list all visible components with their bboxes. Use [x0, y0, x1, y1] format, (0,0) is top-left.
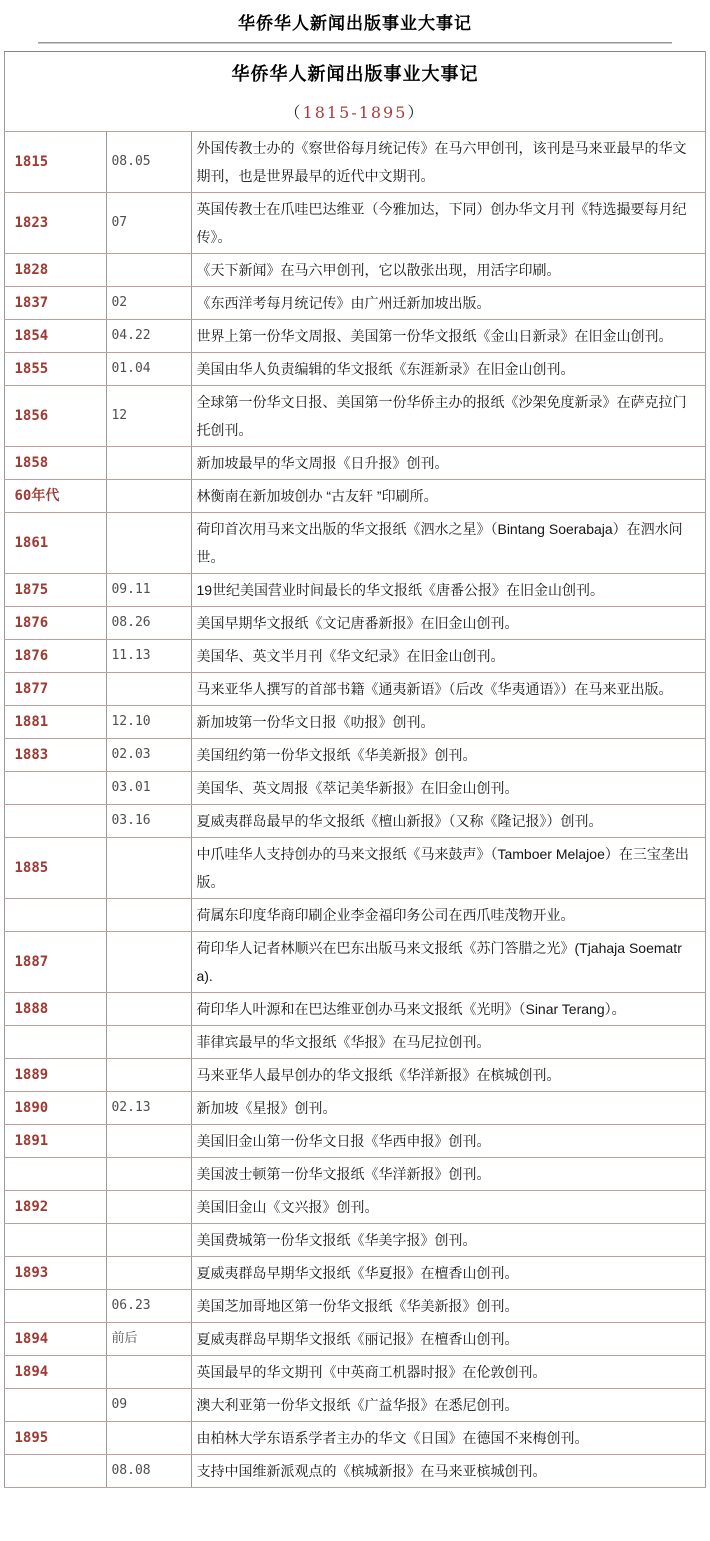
year-cell — [5, 1389, 107, 1422]
event-cell: 马来亚华人撰写的首部书籍《通夷新语》（后改《华夷通语》）在马来亚出版。 — [192, 673, 705, 706]
date-cell: 08.26 — [107, 607, 192, 640]
date-cell: 01.04 — [107, 353, 192, 386]
event-cell: 荷属东印度华商印刷企业李金福印务公司在西爪哇茂物开业。 — [192, 899, 705, 932]
year-cell: 1815 — [5, 132, 107, 193]
date-cell — [107, 673, 192, 706]
page-title: 华侨华人新闻出版事业大事记 — [238, 14, 472, 33]
table-row — [5, 993, 705, 1026]
table-row — [5, 739, 705, 772]
table-row — [5, 1257, 705, 1290]
event-cell: 菲律宾最早的华文报纸《华报》在马尼拉创刊。 — [192, 1026, 705, 1059]
table-row — [5, 1389, 705, 1422]
table-header-cell — [5, 52, 705, 132]
event-cell: 荷印首次用马来文出版的华文报纸《泗水之星》（Bintang Soerabaja）在泗水问世。 — [192, 513, 705, 574]
subtitle-paren-close: ） — [407, 103, 426, 122]
event-cell: 夏威夷群岛早期华文报纸《华夏报》在檀香山创刊。 — [192, 1257, 705, 1290]
event-cell: 美国芝加哥地区第一份华文报纸《华美新报》创刊。 — [192, 1290, 705, 1323]
year-cell: 1876 — [5, 607, 107, 640]
table-row — [5, 1455, 705, 1488]
date-cell — [107, 513, 192, 574]
year-cell: 1891 — [5, 1125, 107, 1158]
table-row — [5, 1059, 705, 1092]
subtitle-paren-open: （ — [284, 103, 303, 122]
year-cell: 1887 — [5, 932, 107, 993]
year-cell: 1889 — [5, 1059, 107, 1092]
event-cell: 《东西洋考每月统记传》由广州迁新加坡出版。 — [192, 287, 705, 320]
title-divider — [38, 42, 672, 45]
year-cell — [5, 899, 107, 932]
table-row — [5, 1290, 705, 1323]
year-cell: 1875 — [5, 574, 107, 607]
table-row — [5, 513, 705, 574]
year-cell — [5, 1224, 107, 1257]
date-cell — [107, 932, 192, 993]
year-cell: 1881 — [5, 706, 107, 739]
event-cell: 美国早期华文报纸《文记唐番新报》在旧金山创刊。 — [192, 607, 705, 640]
date-cell: 02.13 — [107, 1092, 192, 1125]
date-cell — [107, 1059, 192, 1092]
year-cell: 1858 — [5, 447, 107, 480]
event-cell: 新加坡《星报》创刊。 — [192, 1092, 705, 1125]
table-row — [5, 1092, 705, 1125]
date-cell: 08.08 — [107, 1455, 192, 1488]
table-row — [5, 480, 705, 513]
table-row — [5, 1422, 705, 1455]
date-cell — [107, 1422, 192, 1455]
event-cell: 由柏林大学东语系学者主办的华文《日国》在德国不来梅创刊。 — [192, 1422, 705, 1455]
event-cell: 马来亚华人最早创办的华文报纸《华洋新报》在槟城创刊。 — [192, 1059, 705, 1092]
date-cell: 07 — [107, 193, 192, 254]
date-cell: 09.11 — [107, 574, 192, 607]
year-cell: 1837 — [5, 287, 107, 320]
event-cell: 外国传教士办的《察世俗每月统记传》在马六甲创刊，该刊是马来亚最早的华文期刊，也是世界最早的近代中文期刊。 — [192, 132, 705, 193]
date-cell: 08.05 — [107, 132, 192, 193]
year-cell: 1894 — [5, 1356, 107, 1389]
date-cell: 前后 — [107, 1323, 192, 1356]
date-cell — [107, 480, 192, 513]
date-cell: 06.23 — [107, 1290, 192, 1323]
date-cell: 11.13 — [107, 640, 192, 673]
table-row — [5, 772, 705, 805]
date-cell — [107, 1356, 192, 1389]
table-row — [5, 838, 705, 899]
year-cell: 1893 — [5, 1257, 107, 1290]
event-cell: 美国由华人负责编辑的华文报纸《东涯新录》在旧金山创刊。 — [192, 353, 705, 386]
event-cell: 美国华、英文半月刊《华文纪录》在旧金山创刊。 — [192, 640, 705, 673]
table-row — [5, 386, 705, 447]
date-cell: 02.03 — [107, 739, 192, 772]
table-row — [5, 1356, 705, 1389]
table-row — [5, 447, 705, 480]
timeline-table-body — [5, 132, 705, 1488]
date-cell: 09 — [107, 1389, 192, 1422]
date-cell: 12.10 — [107, 706, 192, 739]
event-cell: 美国波士顿第一份华文报纸《华洋新报》创刊。 — [192, 1158, 705, 1191]
table-row — [5, 287, 705, 320]
year-cell: 1876 — [5, 640, 107, 673]
timeline-table — [4, 51, 705, 1488]
year-cell — [5, 1026, 107, 1059]
event-cell: 美国纽约第一份华文报纸《华美新报》创刊。 — [192, 739, 705, 772]
event-cell: 英国最早的华文期刊《中英商工机器时报》在伦敦创刊。 — [192, 1356, 705, 1389]
subtitle-years: 1815-1895 — [302, 103, 408, 122]
table-row — [5, 706, 705, 739]
event-cell: 美国旧金山《文兴报》创刊。 — [192, 1191, 705, 1224]
table-row — [5, 574, 705, 607]
table-row — [5, 132, 705, 193]
year-cell — [5, 1455, 107, 1488]
year-cell — [5, 1290, 107, 1323]
year-cell: 1855 — [5, 353, 107, 386]
year-cell: 60年代 — [5, 480, 107, 513]
date-cell: 03.16 — [107, 805, 192, 838]
event-cell: 美国旧金山第一份华文日报《华西申报》创刊。 — [192, 1125, 705, 1158]
table-row — [5, 607, 705, 640]
table-row — [5, 640, 705, 673]
date-cell — [107, 1257, 192, 1290]
date-cell — [107, 838, 192, 899]
year-cell: 1861 — [5, 513, 107, 574]
year-cell — [5, 805, 107, 838]
date-cell — [107, 1224, 192, 1257]
date-cell — [107, 254, 192, 287]
event-cell: 荷印华人叶源和在巴达维亚创办马来文报纸《光明》（Sinar Terang）。 — [192, 993, 705, 1026]
table-row — [5, 1191, 705, 1224]
table-row — [5, 1323, 705, 1356]
year-cell: 1890 — [5, 1092, 107, 1125]
table-title: 华侨华人新闻出版事业大事记 — [231, 64, 479, 84]
year-cell: 1823 — [5, 193, 107, 254]
year-cell: 1892 — [5, 1191, 107, 1224]
event-cell: 支持中国维新派观点的《槟城新报》在马来亚槟城创刊。 — [192, 1455, 705, 1488]
table-row — [5, 899, 705, 932]
table-row — [5, 254, 705, 287]
date-cell — [107, 1125, 192, 1158]
table-row — [5, 932, 705, 993]
year-cell: 1894 — [5, 1323, 107, 1356]
event-cell: 中爪哇华人支持创办的马来文报纸《马来鼓声》（Tamboer Melajoe）在三宝垄出版。 — [192, 838, 705, 899]
year-cell: 1883 — [5, 739, 107, 772]
date-cell: 03.01 — [107, 772, 192, 805]
event-cell: 世界上第一份华文周报、美国第一份华文报纸《金山日新录》在旧金山创刊。 — [192, 320, 705, 353]
date-cell — [107, 1191, 192, 1224]
year-cell: 1885 — [5, 838, 107, 899]
event-cell: 林衡南在新加坡创办 “古友轩 ”印刷所。 — [192, 480, 705, 513]
table-row — [5, 805, 705, 838]
date-cell: 12 — [107, 386, 192, 447]
event-cell: 夏威夷群岛最早的华文报纸《檀山新报》（又称《隆记报》）创刊。 — [192, 805, 705, 838]
event-cell: 新加坡最早的华文周报《日升报》创刊。 — [192, 447, 705, 480]
table-row — [5, 193, 705, 254]
event-cell: 《天下新闻》在马六甲创刊，它以散张出现，用活字印刷。 — [192, 254, 705, 287]
table-row — [5, 353, 705, 386]
date-cell: 02 — [107, 287, 192, 320]
event-cell: 全球第一份华文日报、美国第一份华侨主办的报纸《沙架免度新录》在萨克拉门托创刊。 — [192, 386, 705, 447]
year-cell: 1856 — [5, 386, 107, 447]
date-cell — [107, 1158, 192, 1191]
event-cell: 美国华、英文周报《萃记美华新报》在旧金山创刊。 — [192, 772, 705, 805]
event-cell: 英国传教士在爪哇巴达维亚（今雅加达，下同）创办华文月刊《特选撮要每月纪传》。 — [192, 193, 705, 254]
year-cell — [5, 1158, 107, 1191]
date-cell — [107, 1026, 192, 1059]
year-cell: 1828 — [5, 254, 107, 287]
event-cell: 夏威夷群岛早期华文报纸《丽记报》在檀香山创刊。 — [192, 1323, 705, 1356]
table-row — [5, 1224, 705, 1257]
table-row — [5, 1026, 705, 1059]
table-row — [5, 320, 705, 353]
year-cell — [5, 772, 107, 805]
date-cell — [107, 899, 192, 932]
year-cell: 1888 — [5, 993, 107, 1026]
table-subtitle — [9, 100, 700, 125]
event-cell: 美国费城第一份华文报纸《华美字报》创刊。 — [192, 1224, 705, 1257]
date-cell — [107, 993, 192, 1026]
date-cell: 04.22 — [107, 320, 192, 353]
year-cell: 1895 — [5, 1422, 107, 1455]
event-cell: 新加坡第一份华文日报《叻报》创刊。 — [192, 706, 705, 739]
table-row — [5, 673, 705, 706]
year-cell: 1854 — [5, 320, 107, 353]
event-cell: 19世纪美国营业时间最长的华文报纸《唐番公报》在旧金山创刊。 — [192, 574, 705, 607]
event-cell: 荷印华人记者林顺兴在巴东出版马来文报纸《苏门答腊之光》(Tjahaja Soematra). — [192, 932, 705, 993]
table-row — [5, 1158, 705, 1191]
table-header-row — [5, 52, 705, 132]
date-cell — [107, 447, 192, 480]
event-cell: 澳大利亚第一份华文报纸《广益华报》在悉尼创刊。 — [192, 1389, 705, 1422]
table-row — [5, 1125, 705, 1158]
year-cell: 1877 — [5, 673, 107, 706]
